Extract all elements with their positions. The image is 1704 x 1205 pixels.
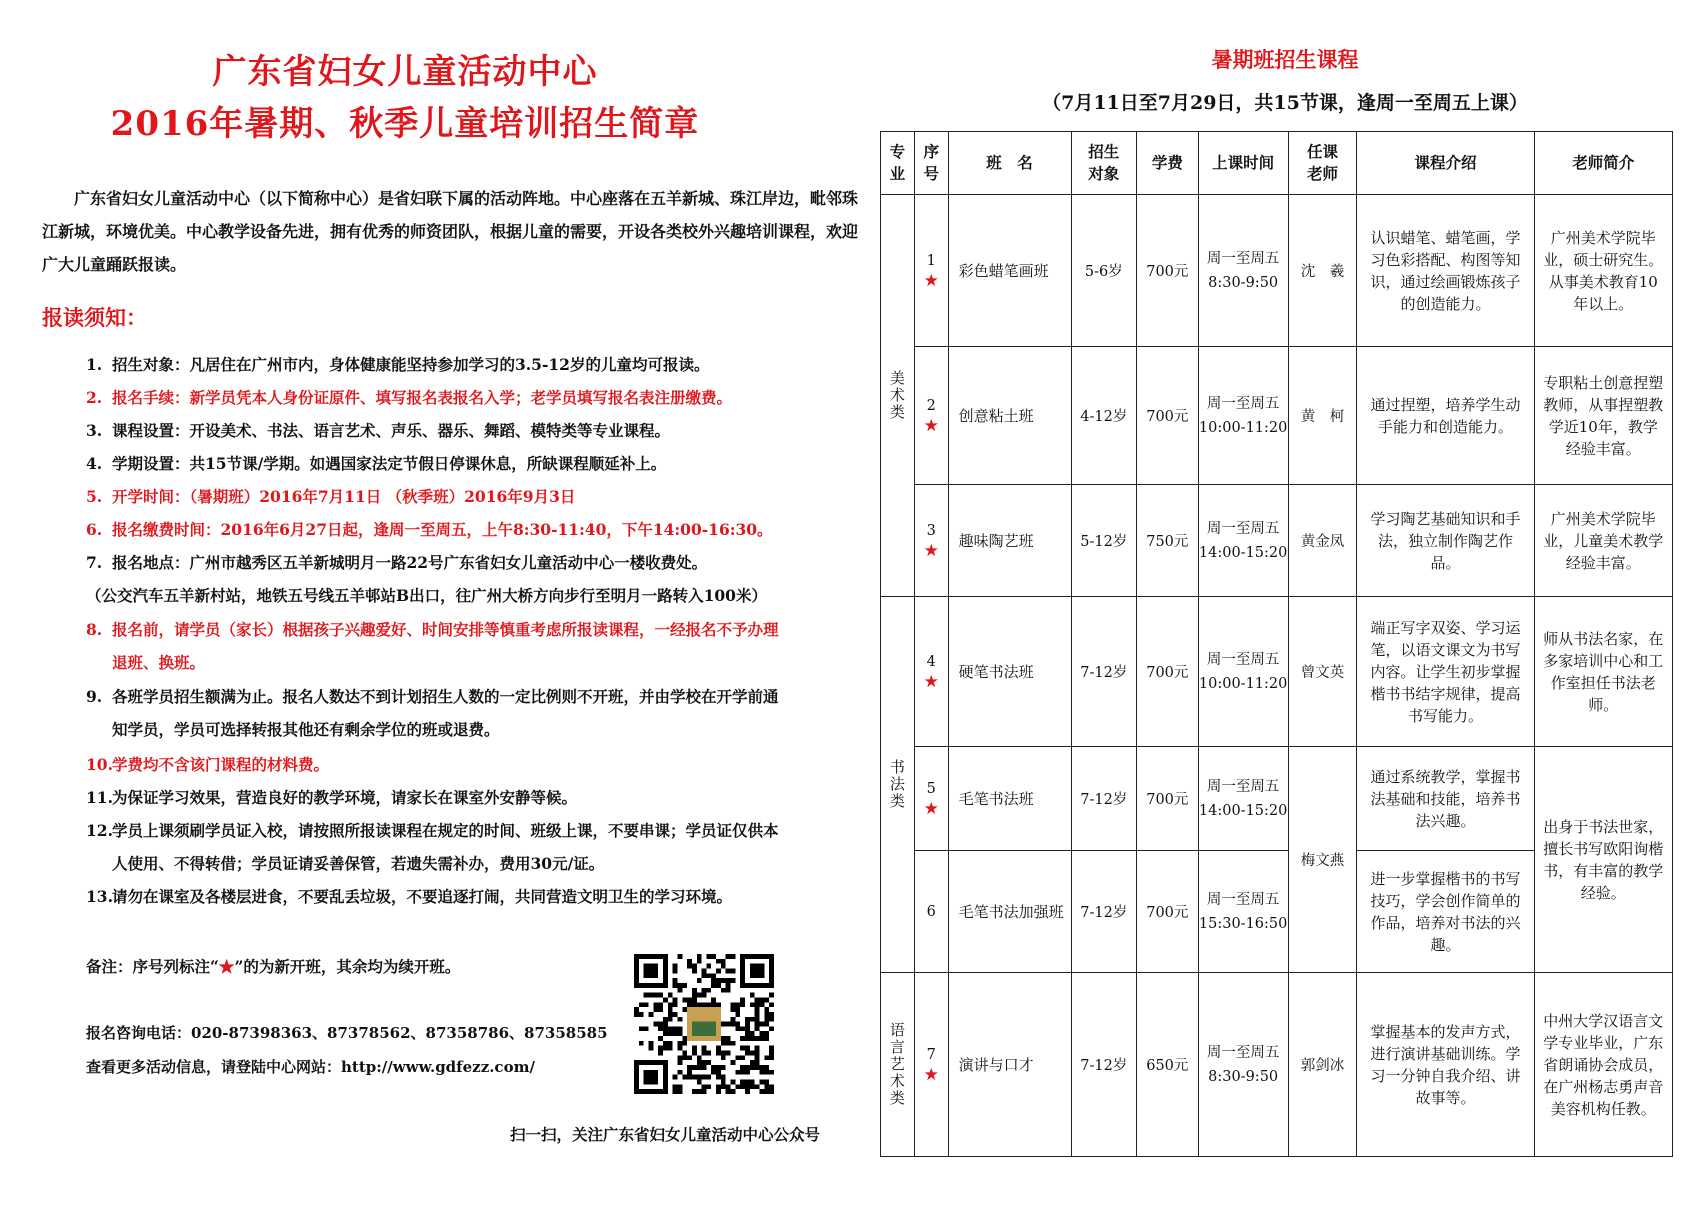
star-icon: ★	[923, 798, 939, 819]
teacher-name-cell: 沈 羲	[1288, 195, 1357, 347]
table-row	[881, 347, 1673, 485]
rule-text: 为保证学习效果，营造良好的教学环境，请家长在课室外安静等候。	[112, 788, 578, 807]
rule-continuation: 退班、换班。	[112, 653, 206, 672]
teacher-bio-cell: 广州美术学院毕业，儿童美术教学经验丰富。	[1534, 485, 1672, 597]
rule-number: 12.	[86, 821, 113, 840]
class-name-cell: 硬笔书法班	[948, 597, 1071, 747]
rule-item	[86, 748, 866, 781]
rule-item	[86, 348, 866, 381]
rule-item	[86, 381, 866, 414]
notice-heading: 报读须知：	[42, 305, 147, 330]
rule-number: 9.	[86, 687, 103, 706]
fee-cell: 700元	[1137, 195, 1198, 347]
table-row	[881, 973, 1673, 1157]
header-cell: 序号	[914, 132, 948, 195]
star-icon: ★	[218, 957, 235, 976]
teacher-name-cell: 曾文英	[1288, 597, 1357, 747]
rule-item	[86, 880, 866, 913]
page-title: 广东省妇女儿童活动中心	[212, 52, 598, 92]
time-cell: 周一至周五 10:00-11:20	[1198, 597, 1288, 747]
age-cell: 7-12岁	[1071, 851, 1137, 973]
time-cell: 周一至周五 10:00-11:20	[1198, 347, 1288, 485]
category-cell: 书法类	[881, 597, 915, 973]
category-cell: 语言艺术类	[881, 973, 915, 1157]
header-cell: 课程介绍	[1357, 132, 1534, 195]
teacher-bio-cell: 专职粘土创意捏塑教师，从事捏塑教学近10年，教学经验丰富。	[1534, 347, 1672, 485]
rule-continuation: 知学员，学员可选择转报其他还有剩余学位的班或退费。	[112, 720, 500, 739]
age-cell: 7-12岁	[1071, 747, 1137, 851]
index-cell: 6	[914, 851, 948, 973]
index-cell: 4 ★	[914, 597, 948, 747]
class-name-cell: 演讲与口才	[948, 973, 1071, 1157]
index-cell: 3 ★	[914, 485, 948, 597]
category-cell: 美术类	[881, 195, 915, 597]
rule-text: 学费均不含该门课程的材料费。	[112, 755, 330, 774]
index-cell: 5 ★	[914, 747, 948, 851]
header-cell: 招生对象	[1071, 132, 1137, 195]
class-name-cell: 趣味陶艺班	[948, 485, 1071, 597]
class-name-cell: 毛笔书法加强班	[948, 851, 1071, 973]
header-cell: 任课老师	[1288, 132, 1357, 195]
note-text: 备注：序号列标注“★”的为新开班，其余均为续开班。	[86, 957, 461, 976]
course-intro-cell: 进一步掌握楷书的书写技巧，学会创作简单的作品，培养对书法的兴趣。	[1357, 851, 1534, 973]
table-row	[881, 485, 1673, 597]
star-icon: ★	[923, 671, 939, 692]
fee-cell: 700元	[1137, 747, 1198, 851]
rule-text: 学员上课须刷学员证入校，请按照所报读课程在规定的时间、班级上课，不要串课；学员证仅供本	[112, 821, 779, 840]
time-cell: 周一至周五 14:00-15:20	[1198, 485, 1288, 597]
course-intro-cell: 掌握基本的发声方式，进行演讲基础训练。学习一分钟自我介绍、讲故事等。	[1357, 973, 1534, 1157]
time-cell: 周一至周五 8:30-9:50	[1198, 973, 1288, 1157]
rule-continuation: （公交汽车五羊新村站，地铁五号线五羊邨站B出口，往广州大桥方向步行至明月一路转入100米）	[86, 586, 767, 605]
time-cell: 周一至周五 8:30-9:50	[1198, 195, 1288, 347]
table-row	[881, 195, 1673, 347]
rule-item	[86, 613, 866, 679]
rule-text: 各班学员招生额满为止。报名人数达不到计划招生人数的一定比例则不开班，并由学校在开学前通	[112, 687, 779, 706]
rule-item	[86, 480, 866, 513]
course-table	[880, 131, 1673, 1157]
star-icon: ★	[923, 415, 939, 436]
age-cell: 4-12岁	[1071, 347, 1137, 485]
course-intro-cell: 通过捏塑，培养学生动手能力和创造能力。	[1357, 347, 1534, 485]
rule-text: 报名前，请学员（家长）根据孩子兴趣爱好、时间安排等慎重考虑所报读课程，一经报名不予办理	[112, 620, 779, 639]
course-intro-cell: 认识蜡笔、蜡笔画，学习色彩搭配、构图等知识，通过绘画锻炼孩子的创造能力。	[1357, 195, 1534, 347]
header-cell: 老师简介	[1534, 132, 1672, 195]
rule-item	[86, 414, 866, 447]
rule-number: 2.	[86, 388, 103, 407]
fee-cell: 650元	[1137, 973, 1198, 1157]
rule-text: 报名缴费时间：2016年6月27日起，逢周一至周五，上午8:30-11:40，下午14:00-16:30。	[112, 520, 773, 539]
class-name-cell: 毛笔书法班	[948, 747, 1071, 851]
teacher-bio-cell: 出身于书法世家，擅长书写欧阳询楷书，有丰富的教学经验。	[1534, 747, 1672, 973]
fee-cell: 700元	[1137, 597, 1198, 747]
rule-item	[86, 781, 866, 814]
age-cell: 5-6岁	[1071, 195, 1137, 347]
class-name-cell: 彩色蜡笔画班	[948, 195, 1071, 347]
website-text[interactable]: 查看更多活动信息，请登陆中心网站：http://www.gdfezz.com/	[86, 1058, 535, 1076]
teacher-name-cell: 梅文燕	[1288, 747, 1357, 973]
rule-text: 课程设置：开设美术、书法、语言艺术、声乐、器乐、舞蹈、模特类等专业课程。	[112, 421, 671, 440]
qr-caption: 扫一扫，关注广东省妇女儿童活动中心公众号	[510, 1125, 821, 1144]
teacher-name-cell: 黄 柯	[1288, 347, 1357, 485]
star-icon: ★	[923, 270, 939, 291]
rule-number: 1.	[86, 355, 103, 374]
index-cell: 7 ★	[914, 973, 948, 1157]
age-cell: 5-12岁	[1071, 485, 1137, 597]
age-cell: 7-12岁	[1071, 597, 1137, 747]
rule-number: 11.	[86, 788, 113, 807]
header-cell: 上课时间	[1198, 132, 1288, 195]
index-cell: 2 ★	[914, 347, 948, 485]
rule-number: 7.	[86, 553, 103, 572]
rule-number: 6.	[86, 520, 103, 539]
time-cell: 周一至周五 15:30-16:50	[1198, 851, 1288, 973]
rule-item	[86, 447, 866, 480]
header-cell: 专业	[881, 132, 915, 195]
index-cell: 1 ★	[914, 195, 948, 347]
rule-text: 请勿在课室及各楼层进食，不要乱丢垃圾，不要追逐打闹，共同营造文明卫生的学习环境。	[112, 887, 733, 906]
rule-text: 招生对象：凡居住在广州市内，身体健康能坚持参加学习的3.5-12岁的儿童均可报读。	[112, 355, 710, 374]
class-name-cell: 创意粘土班	[948, 347, 1071, 485]
time-cell: 周一至周五 14:00-15:20	[1198, 747, 1288, 851]
rule-number: 13.	[86, 887, 113, 906]
rule-text: 报名地点：广州市越秀区五羊新城明月一路22号广东省妇女儿童活动中心一楼收费处。	[112, 553, 708, 572]
intro-paragraph: 广东省妇女儿童活动中心（以下简称中心）是省妇联下属的活动阵地。中心座落在五羊新城、珠江岸边，毗邻珠江新城，环境优美。中心教学设备先进，拥有优秀的师资团队，根据儿童的需要，开设各类校外兴趣培训课程，欢迎广大儿童踊跃报读。	[42, 189, 859, 274]
rule-item	[86, 680, 866, 746]
fee-cell: 700元	[1137, 851, 1198, 973]
rule-continuation: 人使用、不得转借；学员证请妥善保管，若遗失需补办，费用30元/证。	[112, 854, 605, 873]
teacher-name-cell: 黄金凤	[1288, 485, 1357, 597]
star-icon: ★	[923, 540, 939, 561]
phone-text: 报名咨询电话：020-87398363、87378562、87358786、87358585	[86, 1024, 608, 1042]
table-header-row	[881, 132, 1673, 195]
teacher-bio-cell: 师从书法名家，在多家培训中心和工作室担任书法老师。	[1534, 597, 1672, 747]
rule-item	[86, 513, 866, 546]
course-intro-cell: 通过系统教学，掌握书法基础和技能，培养书法兴趣。	[1357, 747, 1534, 851]
rule-number: 4.	[86, 454, 103, 473]
rule-number: 3.	[86, 421, 103, 440]
qr-code-image	[634, 954, 774, 1094]
header-cell: 学费	[1137, 132, 1198, 195]
table-row	[881, 597, 1673, 747]
header-cell: 班 名	[948, 132, 1071, 195]
page-subtitle: 2016年暑期、秋季儿童培训招生简章	[110, 104, 700, 144]
fee-cell: 700元	[1137, 347, 1198, 485]
rule-item	[86, 814, 866, 880]
teacher-bio-cell: 广州美术学院毕业，硕士研究生。从事美术教育10年以上。	[1534, 195, 1672, 347]
teacher-bio-cell: 中州大学汉语言文学专业毕业，广东省朗诵协会成员，在广州杨志勇声音美容机构任教。	[1534, 973, 1672, 1157]
rule-number: 8.	[86, 620, 103, 639]
course-intro-cell: 端正写字双姿、学习运笔，以语文课文为书写内容。让学生初步掌握楷书书结字规律，提高书写能力。	[1357, 597, 1534, 747]
course-intro-cell: 学习陶艺基础知识和手法，独立制作陶艺作品。	[1357, 485, 1534, 597]
star-icon: ★	[923, 1064, 939, 1085]
table-row	[881, 747, 1673, 851]
rule-number: 5.	[86, 487, 103, 506]
course-section-title: 暑期班招生课程	[1211, 47, 1359, 72]
rule-number: 10.	[86, 755, 113, 774]
rule-text: 学期设置：共15节课/学期。如遇国家法定节假日停课休息，所缺课程顺延补上。	[112, 454, 667, 473]
rule-item	[86, 546, 866, 612]
rule-text: 报名手续：新学员凭本人身份证原件、填写报名表报名入学；老学员填写报名表注册缴费。	[112, 388, 733, 407]
fee-cell: 750元	[1137, 485, 1198, 597]
rule-text: 开学时间：（暑期班）2016年7月11日 （秋季班）2016年9月3日	[112, 487, 576, 506]
teacher-name-cell: 郭剑冰	[1288, 973, 1357, 1157]
age-cell: 7-12岁	[1071, 973, 1137, 1157]
course-section-subtitle: （7月11日至7月29日，共15节课，逢周一至周五上课）	[1042, 92, 1528, 114]
